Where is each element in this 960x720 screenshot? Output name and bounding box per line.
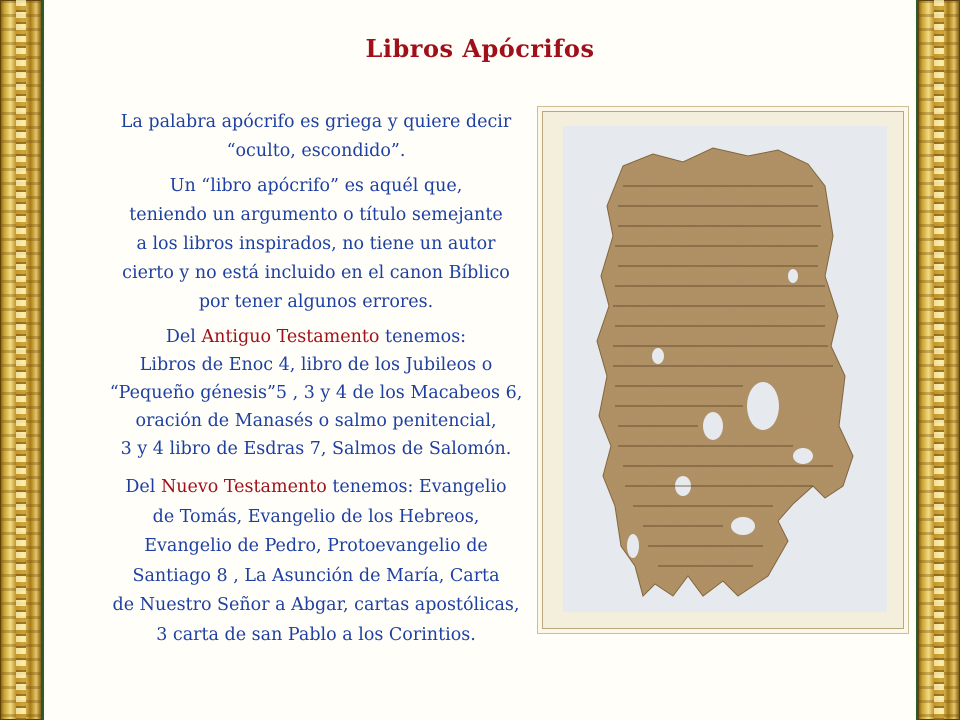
slide-content <box>46 0 914 720</box>
left-frame-line <box>42 0 44 720</box>
new-testament-highlight: Nuevo Testamento <box>160 477 327 497</box>
photo-frame <box>542 111 904 629</box>
papyrus-fragment-image <box>563 126 887 612</box>
paragraph-definition: La palabra apócrifo es griega y quiere decir “oculto, escondido”. <box>120 112 512 161</box>
papyrus-icon <box>563 126 887 612</box>
paragraph-old-testament: Del Antiguo Testamento tenemos: Libros de Enoc 4, libro de los Jubileos o “Pequeño génesis”5 , 3 y 4 de los Macabeos 6, oración de Manasés o salmo penitencial, 3 y 4 libro de Esdras 7, Salmos de Salomón. <box>109 327 523 459</box>
left-gold-border <box>0 0 42 720</box>
paragraph-explanation: Un “libro apócrifo” es aquél que, teniendo un argumento o título semejante a los libros inspirados, no tiene un autor cierto y no está incluido en el canon Bíblico por tener algunos errores. <box>122 176 510 312</box>
right-frame-line <box>916 0 918 720</box>
right-gold-border <box>918 0 960 720</box>
slide-title: Libros Apócrifos <box>365 34 595 63</box>
paragraph-new-testament: Del Nuevo Testamento tenemos: Evangelio de Tomás, Evangelio de los Hebreos, Evangelio de Pedro, Protoevangelio de Santiago 8 , La Asunción de María, Carta de Nuestro Señor a Abgar, cartas apostólicas, 3 carta de san Pablo a los Corintios. <box>112 477 520 645</box>
body-text <box>98 108 534 656</box>
old-testament-highlight: Antiguo Testamento <box>201 327 380 347</box>
